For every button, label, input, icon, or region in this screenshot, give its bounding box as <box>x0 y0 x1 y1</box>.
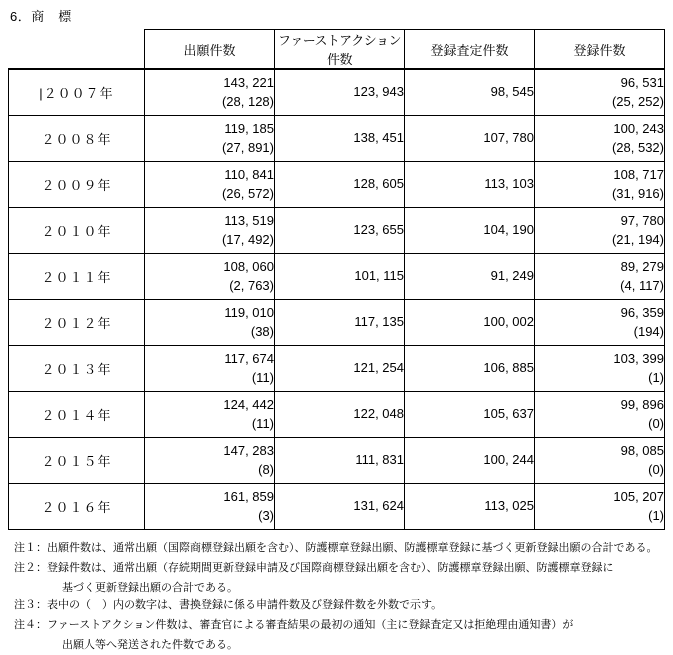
value-main: 104, 190 <box>483 222 534 238</box>
cell-year: ２０１０年 <box>9 208 145 254</box>
cell-applications <box>145 484 275 530</box>
cell-applications <box>145 254 275 300</box>
table-header-row <box>9 30 665 70</box>
cell-applications <box>145 208 275 254</box>
cell-first-action <box>275 484 405 530</box>
value-main: 113, 025 <box>484 498 534 514</box>
value-sub: (11) <box>251 369 274 385</box>
cell-year: ２０１１年 <box>9 254 145 300</box>
value-main: 100, 243 <box>613 120 664 136</box>
cell-applications <box>145 162 275 208</box>
cell-registration-decisions <box>405 484 535 530</box>
cell-registrations <box>535 208 665 254</box>
footnote-text: 表中の（ ）内の数字は、書換登録に係る申請件数及び登録件数を外数で示す。 <box>47 599 443 612</box>
value-main: 113, 519 <box>224 212 274 228</box>
value-main: 108, 060 <box>223 258 274 274</box>
cell-registration-decisions <box>405 254 535 300</box>
trademark-statistics-table <box>8 29 665 530</box>
value-sub: (0) <box>648 415 664 431</box>
table-row <box>9 300 665 346</box>
cell-year: ２０１４年 <box>9 392 145 438</box>
cell-year: ２０１２年 <box>9 300 145 346</box>
column-header-applications: 出願件数 <box>145 30 275 70</box>
cell-registration-decisions <box>405 69 535 116</box>
footnote-text-continued: 基づく更新登録出願の合計である。 <box>62 581 238 594</box>
footnote-label: 注４： <box>14 619 47 632</box>
table-header <box>9 30 665 70</box>
footnote-item <box>14 560 665 578</box>
cell-registration-decisions <box>405 438 535 484</box>
footnote-item <box>14 540 665 558</box>
value-sub: (31, 916) <box>611 185 664 201</box>
footnote-text: 登録件数は、通常出願（存続期間更新登録申請及び国際商標登録出願を含む）、防護標章登録出願、防護標章登録に <box>47 561 614 574</box>
value-main: 119, 010 <box>224 304 274 320</box>
table-row <box>9 438 665 484</box>
column-header-first-action: ファーストアクション件数 <box>275 30 405 70</box>
value-main: 98, 545 <box>490 84 534 100</box>
cell-year: ２０１６年 <box>9 484 145 530</box>
cell-registration-decisions <box>405 208 535 254</box>
cell-applications <box>145 392 275 438</box>
value-main: 100, 244 <box>483 452 534 468</box>
column-header-registration-decisions: 登録査定件数 <box>405 30 535 70</box>
value-main: 161, 859 <box>223 488 274 504</box>
cell-applications <box>145 300 275 346</box>
value-main: 105, 207 <box>613 488 664 504</box>
cell-applications <box>145 116 275 162</box>
value-main: 100, 002 <box>483 314 534 330</box>
table-body <box>9 69 665 530</box>
value-sub: (28, 128) <box>221 93 274 109</box>
cell-registration-decisions <box>405 300 535 346</box>
value-sub: (27, 891) <box>221 139 274 155</box>
cell-first-action <box>275 300 405 346</box>
value-sub: (21, 194) <box>611 231 664 247</box>
value-main: 138, 451 <box>353 130 404 146</box>
table-row <box>9 484 665 530</box>
value-main: 99, 896 <box>620 396 664 412</box>
value-sub: (8) <box>258 461 274 477</box>
cell-first-action <box>275 116 405 162</box>
cell-registration-decisions <box>405 116 535 162</box>
value-main: 117, 135 <box>354 314 404 330</box>
footnote-item <box>14 597 665 615</box>
cell-registration-decisions <box>405 392 535 438</box>
value-sub: (2, 763) <box>229 277 274 293</box>
page-title: 6．商 標 <box>10 9 72 24</box>
cell-registrations <box>535 254 665 300</box>
cell-year: ２００８年 <box>9 116 145 162</box>
table-row <box>9 116 665 162</box>
value-sub: (38) <box>250 323 274 339</box>
value-main: 143, 221 <box>223 74 274 90</box>
value-main: 111, 831 <box>355 452 404 468</box>
footnote-text: ファーストアクション件数は、審査官による審査結果の最初の通知（主に登録査定又は拒絶理由通知書）が <box>47 619 574 632</box>
value-sub: (25, 252) <box>611 93 664 109</box>
value-main: 147, 283 <box>223 442 274 458</box>
cell-applications <box>145 438 275 484</box>
value-sub: (1) <box>648 369 664 385</box>
column-header-year <box>9 30 145 70</box>
cell-applications <box>145 346 275 392</box>
cell-first-action <box>275 208 405 254</box>
cell-year: ２０１５年 <box>9 438 145 484</box>
value-main: 119, 185 <box>224 120 274 136</box>
cell-registration-decisions <box>405 162 535 208</box>
value-main: 103, 399 <box>613 350 664 366</box>
value-main: 117, 674 <box>224 350 274 366</box>
value-main: 124, 442 <box>223 396 274 412</box>
value-sub: (17, 492) <box>221 231 274 247</box>
value-sub: (11) <box>251 415 274 431</box>
cell-first-action <box>275 346 405 392</box>
cell-year: |２００７年 <box>9 69 145 116</box>
table-row <box>9 208 665 254</box>
value-main: 105, 637 <box>483 406 534 422</box>
cell-registration-decisions <box>405 346 535 392</box>
cell-registrations <box>535 162 665 208</box>
cell-registrations <box>535 69 665 116</box>
footnote-text: 出願件数は、通常出願（国際商標登録出願を含む）、防護標章登録出願、防護標章登録に基づく更新登録出願の合計である。 <box>47 542 658 554</box>
cell-first-action <box>275 392 405 438</box>
cell-year: ２０１３年 <box>9 346 145 392</box>
value-main: 96, 531 <box>620 74 664 90</box>
table-row <box>9 392 665 438</box>
table-row <box>9 162 665 208</box>
value-main: 89, 279 <box>620 258 664 274</box>
value-main: 107, 780 <box>483 130 534 146</box>
cell-first-action <box>275 438 405 484</box>
value-main: 91, 249 <box>490 268 534 284</box>
cell-applications <box>145 69 275 116</box>
footnote-label: 注３： <box>14 599 47 612</box>
value-sub: (3) <box>258 507 274 523</box>
cell-first-action <box>275 162 405 208</box>
value-main: 108, 717 <box>613 166 664 182</box>
value-sub: (194) <box>633 323 664 339</box>
value-sub: (0) <box>648 461 664 477</box>
cell-year: ２００９年 <box>9 162 145 208</box>
value-main: 106, 885 <box>483 360 534 376</box>
cell-registrations <box>535 484 665 530</box>
cell-registrations <box>535 116 665 162</box>
cell-registrations <box>535 346 665 392</box>
footnote-item <box>14 617 665 635</box>
value-main: 101, 115 <box>354 268 404 284</box>
value-sub: (4, 117) <box>620 277 664 293</box>
cell-first-action <box>275 254 405 300</box>
value-main: 121, 254 <box>353 360 404 376</box>
column-header-registrations: 登録件数 <box>535 30 665 70</box>
table-row <box>9 254 665 300</box>
cell-registrations <box>535 438 665 484</box>
value-main: 110, 841 <box>224 166 274 182</box>
value-main: 131, 624 <box>353 498 404 514</box>
value-sub: (28, 532) <box>611 139 664 155</box>
value-main: 123, 655 <box>353 222 404 238</box>
value-main: 97, 780 <box>620 212 664 228</box>
value-main: 113, 103 <box>484 176 534 192</box>
value-sub: (1) <box>648 507 664 523</box>
footnote-text-continued: 出願人等へ発送された件数である。 <box>62 639 238 652</box>
cell-registrations <box>535 392 665 438</box>
table-row <box>9 69 665 116</box>
cell-first-action <box>275 69 405 116</box>
footnote-label: 注２： <box>14 561 47 574</box>
cell-registrations <box>535 300 665 346</box>
footnotes <box>14 540 665 655</box>
value-main: 123, 943 <box>353 84 404 100</box>
value-main: 96, 359 <box>620 304 664 320</box>
value-main: 122, 048 <box>353 406 404 422</box>
value-main: 98, 085 <box>620 442 664 458</box>
value-main: 128, 605 <box>353 176 404 192</box>
footnote-label: 注１： <box>14 542 47 554</box>
value-sub: (26, 572) <box>221 185 274 201</box>
table-row <box>9 346 665 392</box>
